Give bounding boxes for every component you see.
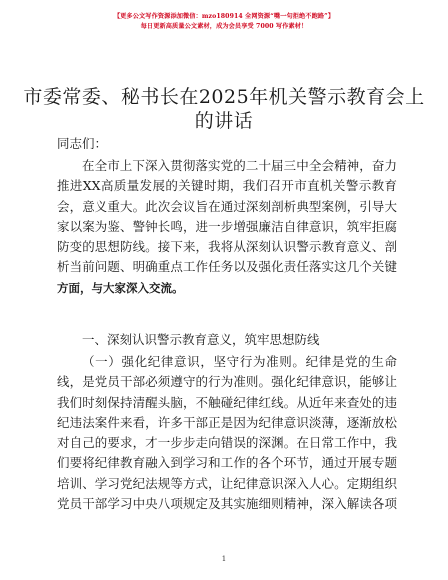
paragraph-line: 推进XX高质量发展的关键时期，我们召开市直机关警示教育 [57,178,397,194]
paragraph-line: 对自己的要求，才一步步走向错误的深渊。在日常工作中，我 [57,435,397,451]
section-heading [57,330,397,350]
paragraph-line-bold: 方面，与大家深入交流。 [57,280,184,295]
paragraph-line: 防变的思想防线。接下来，我将从深刻认识警示教育意义、剖 [57,239,397,255]
paragraph-line: （一）强化纪律意识，坚守行为准则。纪律是党的生命 [82,354,397,369]
paragraph-line: 培训、学习党纪法规等方式，让纪律意识深入人心。定期组织 [57,475,397,491]
promo-banner-line1: 【更多公文写作资源添加微信：mzo180914 全网资源“嘴一句拒绝不跑路”】 [113,13,335,20]
paragraph-line: 纪违法案件来看，许多干部正是因为纪律意识淡薄，逐渐放松 [57,414,397,430]
paragraph-line: 线，是党员干部必须遵守的行为准则。强化纪律意识，能够让 [57,374,397,390]
body-paragraph [57,352,397,514]
paragraph-line: 我们时刻保持清醒头脑，不触碰纪律红线。从近年来查处的违 [57,394,397,410]
paragraph-line: 会，意义重大。此次会议旨在通过深刻剖析典型案例，引导大 [57,198,397,214]
paragraph-line: 在全市上下深入贯彻落实党的二十届三中全会精神，奋力 [82,158,397,173]
salutation: 同志们： [57,136,108,151]
intro-paragraph [57,156,397,298]
paragraph-line: 析当前问题、明确重点工作任务以及强化责任落实这几个关键 [57,259,397,275]
paragraph-line: 家以案为鉴、警钟长鸣，进一步增强廉洁自律意识，筑牢拒腐 [57,218,397,234]
promo-banner-line2: 每日更新高质量公文素材，成为会员享受 7000 写作素材！ [140,23,308,30]
page-number: 1 [221,555,227,563]
paragraph-line: 党员干部学习中央八项规定及其实施细则精神，深入解读各项 [57,496,397,512]
section-heading-text: 一、深刻认识警示教育意义，筑牢思想防线 [82,332,320,347]
document-title-line1: 市委常委、秘书长在2025年机关警示教育会上 [23,86,425,108]
paragraph-line: 们要将纪律教育融入到学习和工作的各个环节，通过开展专题 [57,455,397,471]
document-title-line2: 的讲话 [194,110,254,132]
